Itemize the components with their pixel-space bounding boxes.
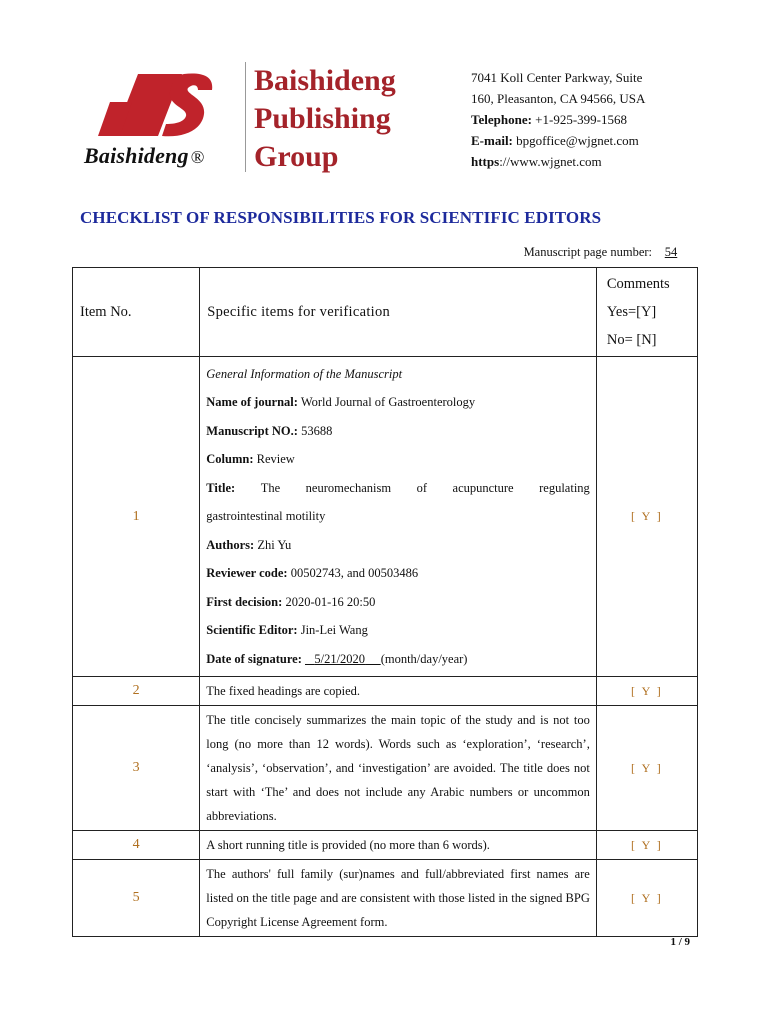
table-row [73, 706, 698, 831]
table-row [73, 677, 698, 706]
header-specific-items: Specific items for verification [200, 268, 597, 357]
brand-line-2: Publishing [254, 102, 391, 135]
item-text: The authors' full family (sur)names and full/abbreviated first names are listed on the title page and are consistent with those listed in the signed BPG Copyright License Agreement form. [200, 860, 597, 937]
item-text: The title concisely summarizes the main topic of the study and is not too long (no more than 12 words). Words such as ‘exploration’, ‘research’, ‘analysis’, ‘observation’, and ‘investigation’ are avoided. The title does not start with ‘The’ and does not include any Arabic numbers or uncommon abbreviations. [200, 706, 597, 831]
table-row [73, 831, 698, 860]
manuscript-page-number: Manuscript page number: 54 [523, 245, 678, 259]
general-information [200, 357, 597, 677]
answer-cell: [ Y ] [596, 357, 697, 677]
table-row [73, 357, 698, 677]
table-header-row [73, 268, 698, 357]
column-field: Column: Review [206, 452, 295, 467]
answer-cell: [ Y ] [596, 677, 697, 706]
brand-line-1: Baishideng [254, 64, 396, 97]
reviewer-field: Reviewer code: 00502743, and 00503486 [206, 566, 419, 581]
page-footer: 1 / 9 [670, 936, 690, 948]
title-field: Title: The neuromechanism of acupuncture regulating [206, 480, 590, 495]
item-number: 4 [73, 831, 200, 860]
answer-cell: [ Y ] [596, 831, 697, 860]
manuscript-no-field: Manuscript NO.: 53688 [206, 423, 333, 438]
first-decision-field: First decision: 2020-01-16 20:50 [206, 594, 376, 609]
brand-name [254, 62, 396, 176]
address-line-2: 160, Pleasanton, CA 94566, USA [471, 91, 646, 106]
item-number: 2 [73, 677, 200, 706]
date-of-signature-field: Date of signature: 5/21/2020 (month/day/year) [206, 651, 468, 666]
address-line-1: 7041 Koll Center Parkway, Suite [471, 70, 643, 85]
table-row [73, 860, 698, 937]
brand-line-3: Group [254, 140, 339, 173]
title-continued: gastrointestinal motility [206, 509, 326, 524]
item-text: The fixed headings are copied. [200, 677, 597, 706]
answer-cell: [ Y ] [596, 706, 697, 831]
telephone: Telephone: +1-925-399-1568 [471, 112, 627, 127]
scientific-editor-field: Scientific Editor: Jin-Lei Wang [206, 623, 368, 638]
document-title: CHECKLIST OF RESPONSIBILITIES FOR SCIENTIFIC EDITORS [80, 208, 602, 227]
checklist-table [72, 267, 698, 937]
item-number: 1 [73, 357, 200, 677]
contact-block [471, 67, 645, 172]
authors-field: Authors: Zhi Yu [206, 537, 292, 552]
general-heading: General Information of the Manuscript [206, 366, 403, 381]
logo-wordmark: Baishideng ® [84, 143, 205, 168]
item-number: 3 [73, 706, 200, 831]
header-comments: Comments Yes=[Y] No= [N] [596, 268, 697, 357]
item-number: 5 [73, 860, 200, 937]
journal-field: Name of journal: World Journal of Gastroenterology [206, 395, 476, 410]
header-item-no: Item No. [73, 268, 200, 357]
email: E-mail: bpgoffice@wjgnet.com [471, 133, 639, 148]
answer-cell: [ Y ] [596, 860, 697, 937]
website: https://www.wjgnet.com [471, 154, 602, 169]
header-divider [245, 62, 246, 172]
item-text: A short running title is provided (no more than 6 words). [200, 831, 597, 860]
